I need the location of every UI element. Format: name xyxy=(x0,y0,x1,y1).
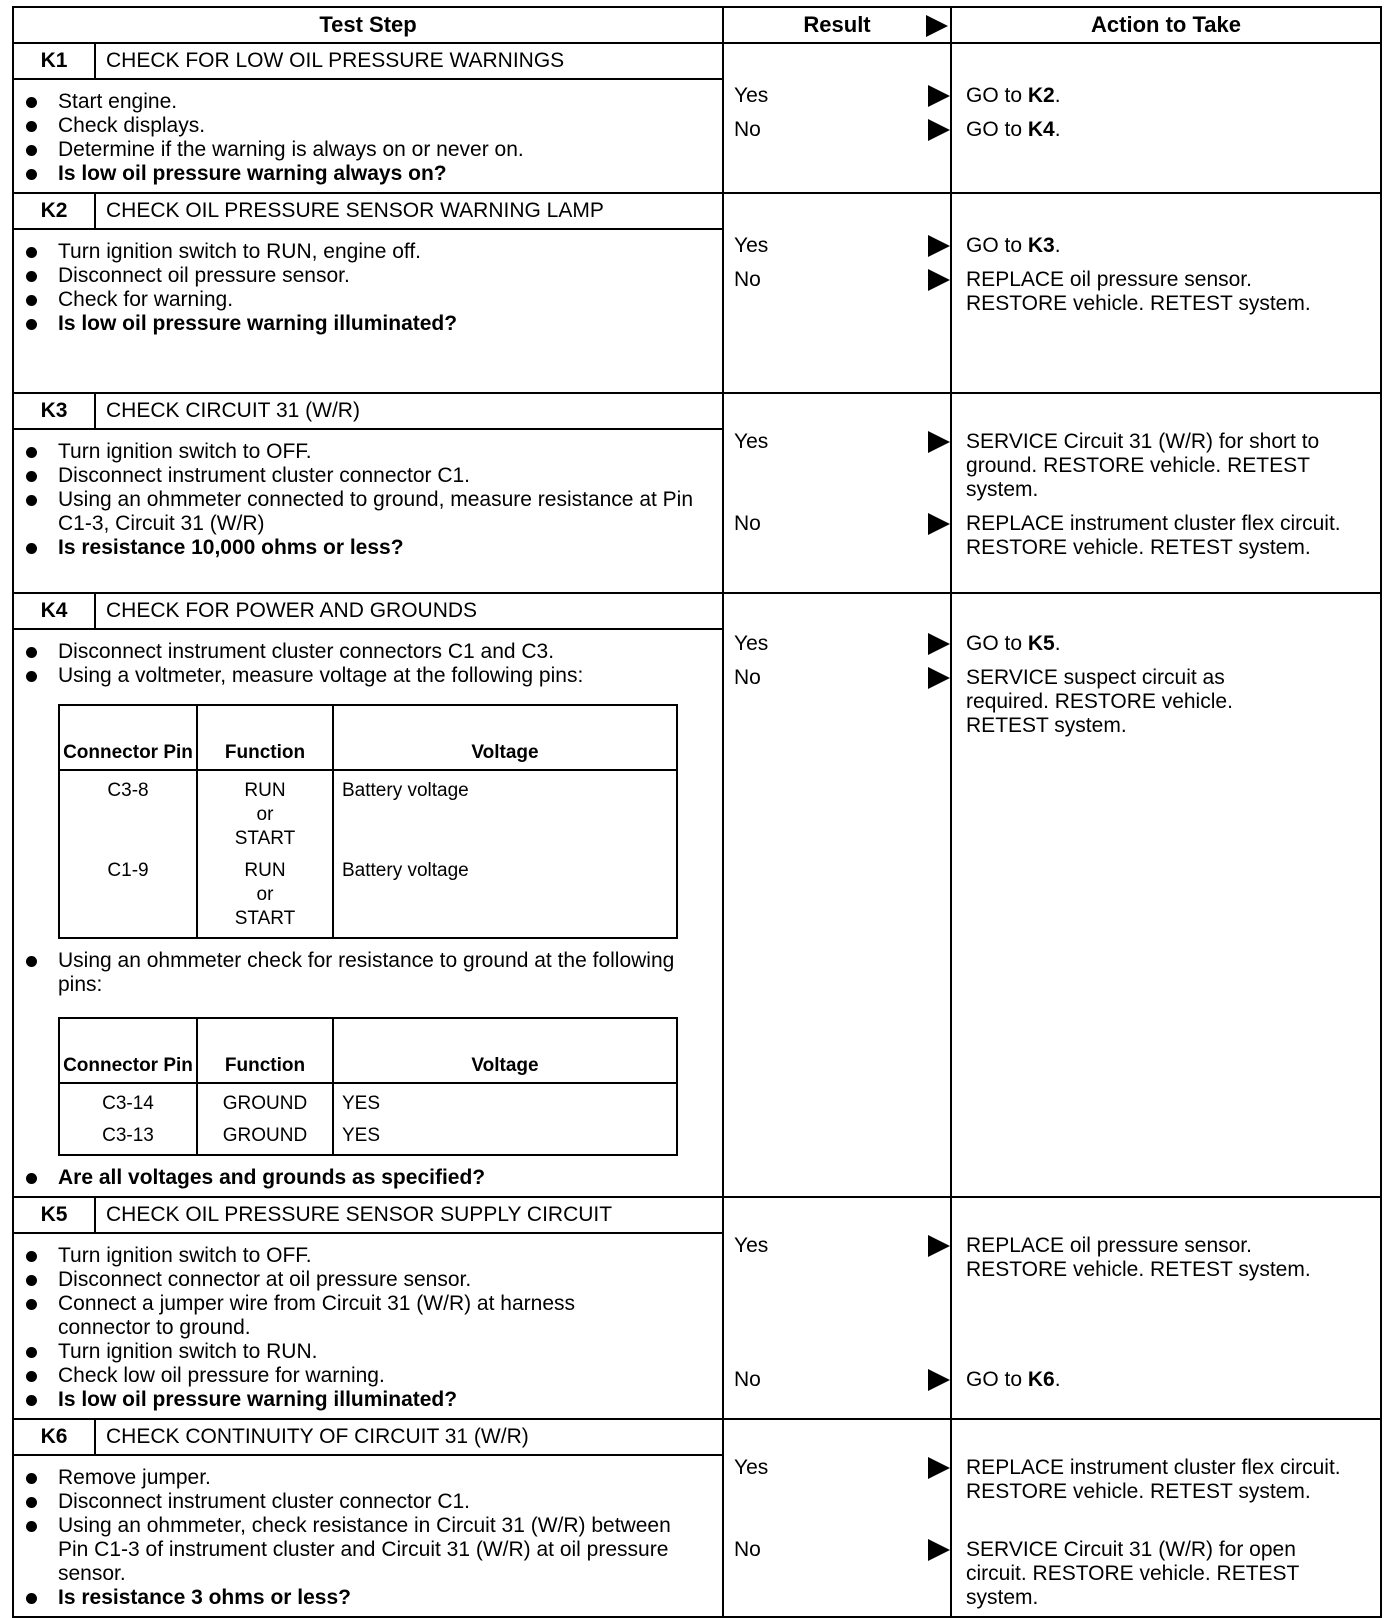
table-row xyxy=(59,1120,677,1155)
result-no: No xyxy=(734,118,950,142)
table-cell: Battery voltage xyxy=(333,855,677,938)
table-header-row xyxy=(13,7,1381,43)
step-k4-title-row xyxy=(13,593,1381,629)
step-k1-title-row xyxy=(13,43,1381,79)
action-yes: GO to K2. xyxy=(966,84,1061,107)
list-item: Using an ohmmeter, check resistance in Circuit 31 (W/R) between Pin C1-3 of instrument cluster and Circuit 31 (W/R) at oil pressure sensor. xyxy=(14,1514,722,1586)
step-bullets-mid xyxy=(14,949,722,997)
step-question: Is low oil pressure warning illuminated? xyxy=(14,1388,722,1412)
step-code: K3 xyxy=(13,393,95,429)
step-question: Is resistance 3 ohms or less? xyxy=(14,1586,722,1610)
list-item: Check low oil pressure for warning. xyxy=(14,1364,722,1388)
step-k4-results xyxy=(723,593,951,1197)
step-k5-actions xyxy=(951,1197,1381,1419)
column-header: Connector Pin xyxy=(59,1018,197,1083)
step-k5-title-row xyxy=(13,1197,1381,1233)
step-k6-actions xyxy=(951,1419,1381,1617)
voltage-table xyxy=(58,704,678,939)
step-title: CHECK FOR LOW OIL PRESSURE WARNINGS xyxy=(95,43,723,79)
arrow-right-icon xyxy=(928,269,950,291)
step-body xyxy=(13,429,723,593)
arrow-right-icon xyxy=(928,1539,950,1561)
step-code: K2 xyxy=(13,193,95,229)
result-yes: Yes xyxy=(734,234,950,258)
step-question: Is low oil pressure warning illuminated? xyxy=(14,312,722,336)
action-no: SERVICE Circuit 31 (W/R) for open circuit. RESTORE vehicle. RETEST system. xyxy=(966,1538,1299,1609)
list-item: Disconnect instrument cluster connector C1. xyxy=(14,1490,722,1514)
table-row xyxy=(59,1083,677,1120)
step-k6-results xyxy=(723,1419,951,1617)
list-item: Start engine. xyxy=(14,90,722,114)
step-code: K1 xyxy=(13,43,95,79)
step-bullets xyxy=(14,630,722,688)
action-yes: REPLACE instrument cluster flex circuit. RESTORE vehicle. RETEST system. xyxy=(966,1456,1341,1503)
step-body xyxy=(13,629,723,1197)
diagnostic-table-sheet xyxy=(12,6,1380,1610)
result-no: No xyxy=(734,666,950,690)
table-cell: RUN or START xyxy=(197,770,333,855)
step-k3-actions xyxy=(951,393,1381,593)
list-item: Connect a jumper wire from Circuit 31 (W/R) at harness connector to ground. xyxy=(14,1292,722,1340)
step-question-list xyxy=(14,1166,722,1196)
step-title: CHECK CONTINUITY OF CIRCUIT 31 (W/R) xyxy=(95,1419,723,1455)
step-bullets xyxy=(14,80,722,192)
result-no: No xyxy=(734,1368,950,1392)
list-item: Check for warning. xyxy=(14,288,722,312)
list-item: Turn ignition switch to RUN. xyxy=(14,1340,722,1364)
arrow-right-icon xyxy=(928,667,950,689)
ground-table-header xyxy=(59,1018,677,1083)
list-item: Disconnect instrument cluster connectors C1 and C3. xyxy=(14,640,722,664)
result-yes: Yes xyxy=(734,632,950,656)
arrow-right-icon xyxy=(928,235,950,257)
step-k1-results xyxy=(723,43,951,193)
table-cell: C3-8 xyxy=(59,770,197,855)
action-no: REPLACE oil pressure sensor. RESTORE vehicle. RETEST system. xyxy=(966,268,1311,315)
step-question: Is low oil pressure warning always on? xyxy=(14,162,722,186)
column-header: Voltage xyxy=(333,1018,677,1083)
step-k4-actions xyxy=(951,593,1381,1197)
table-cell: GROUND xyxy=(197,1083,333,1120)
step-code: K5 xyxy=(13,1197,95,1233)
column-header: Function xyxy=(197,705,333,770)
table-cell: C3-14 xyxy=(59,1083,197,1120)
action-no: REPLACE instrument cluster flex circuit. RESTORE vehicle. RETEST system. xyxy=(966,512,1341,559)
result-yes: Yes xyxy=(734,430,950,454)
step-body xyxy=(13,79,723,193)
arrow-right-icon xyxy=(928,1369,950,1391)
column-header: Function xyxy=(197,1018,333,1083)
arrow-right-icon xyxy=(928,431,950,453)
step-body xyxy=(13,1233,723,1419)
header-result xyxy=(723,7,951,43)
step-body xyxy=(13,229,723,393)
action-yes: GO to K5. xyxy=(966,632,1061,655)
arrow-right-icon xyxy=(926,15,948,37)
action-yes: GO to K3. xyxy=(966,234,1061,257)
result-yes: Yes xyxy=(734,1456,950,1480)
arrow-right-icon xyxy=(928,633,950,655)
arrow-right-icon xyxy=(928,513,950,535)
arrow-right-icon xyxy=(928,85,950,107)
list-item: Turn ignition switch to OFF. xyxy=(14,440,722,464)
step-k5-results xyxy=(723,1197,951,1419)
table-row xyxy=(59,770,677,855)
step-k6-title-row xyxy=(13,1419,1381,1455)
table-cell: GROUND xyxy=(197,1120,333,1155)
step-question: Are all voltages and grounds as specified? xyxy=(14,1166,722,1190)
list-item: Disconnect instrument cluster connector C1. xyxy=(14,464,722,488)
table-cell: RUN or START xyxy=(197,855,333,938)
action-no: GO to K4. xyxy=(966,118,1061,141)
list-item: Using a voltmeter, measure voltage at the following pins: xyxy=(14,664,722,688)
result-no: No xyxy=(734,1538,950,1562)
result-yes: Yes xyxy=(734,84,950,108)
action-no: GO to K6. xyxy=(966,1368,1061,1391)
column-header: Connector Pin xyxy=(59,705,197,770)
ground-table xyxy=(58,1017,678,1156)
step-title: CHECK OIL PRESSURE SENSOR SUPPLY CIRCUIT xyxy=(95,1197,723,1233)
table-cell: C3-13 xyxy=(59,1120,197,1155)
list-item: Check displays. xyxy=(14,114,722,138)
step-code: K4 xyxy=(13,593,95,629)
arrow-right-icon xyxy=(928,1457,950,1479)
step-bullets xyxy=(14,430,722,566)
step-k2-results xyxy=(723,193,951,393)
header-result-label: Result xyxy=(803,12,871,37)
diagnostic-table xyxy=(12,6,1382,1618)
table-cell: Battery voltage xyxy=(333,770,677,855)
list-item: Turn ignition switch to OFF. xyxy=(14,1244,722,1268)
table-cell: YES xyxy=(333,1083,677,1120)
step-k3-results xyxy=(723,393,951,593)
list-item: Turn ignition switch to RUN, engine off. xyxy=(14,240,722,264)
result-no: No xyxy=(734,268,950,292)
result-no: No xyxy=(734,512,950,536)
action-no: SERVICE suspect circuit as required. RESTORE vehicle. RETEST system. xyxy=(966,666,1233,737)
list-item: Using an ohmmeter connected to ground, measure resistance at Pin C1-3, Circuit 31 (W/R) xyxy=(14,488,722,536)
step-code: K6 xyxy=(13,1419,95,1455)
list-item: Remove jumper. xyxy=(14,1466,722,1490)
step-title: CHECK CIRCUIT 31 (W/R) xyxy=(95,393,723,429)
arrow-right-icon xyxy=(928,1235,950,1257)
action-yes: SERVICE Circuit 31 (W/R) for short to ground. RESTORE vehicle. RETEST system. xyxy=(966,430,1320,501)
step-title: CHECK OIL PRESSURE SENSOR WARNING LAMP xyxy=(95,193,723,229)
arrow-right-icon xyxy=(928,119,950,141)
list-item: Using an ohmmeter check for resistance to ground at the following pins: xyxy=(14,949,722,997)
header-test-step: Test Step xyxy=(13,7,723,43)
list-item: Disconnect oil pressure sensor. xyxy=(14,264,722,288)
result-yes: Yes xyxy=(734,1234,950,1258)
list-item: Determine if the warning is always on or never on. xyxy=(14,138,722,162)
header-action: Action to Take xyxy=(951,7,1381,43)
step-k1-actions xyxy=(951,43,1381,193)
step-k3-title-row xyxy=(13,393,1381,429)
step-title: CHECK FOR POWER AND GROUNDS xyxy=(95,593,723,629)
step-question: Is resistance 10,000 ohms or less? xyxy=(14,536,722,560)
table-cell: C1-9 xyxy=(59,855,197,938)
column-header: Voltage xyxy=(333,705,677,770)
step-body xyxy=(13,1455,723,1617)
table-cell: YES xyxy=(333,1120,677,1155)
step-bullets xyxy=(14,1456,722,1616)
step-bullets xyxy=(14,1234,722,1418)
step-bullets xyxy=(14,230,722,342)
list-item: Disconnect connector at oil pressure sensor. xyxy=(14,1268,722,1292)
voltage-table-header xyxy=(59,705,677,770)
step-k2-title-row xyxy=(13,193,1381,229)
action-yes: REPLACE oil pressure sensor. RESTORE vehicle. RETEST system. xyxy=(966,1234,1311,1281)
step-k2-actions xyxy=(951,193,1381,393)
table-row xyxy=(59,855,677,938)
